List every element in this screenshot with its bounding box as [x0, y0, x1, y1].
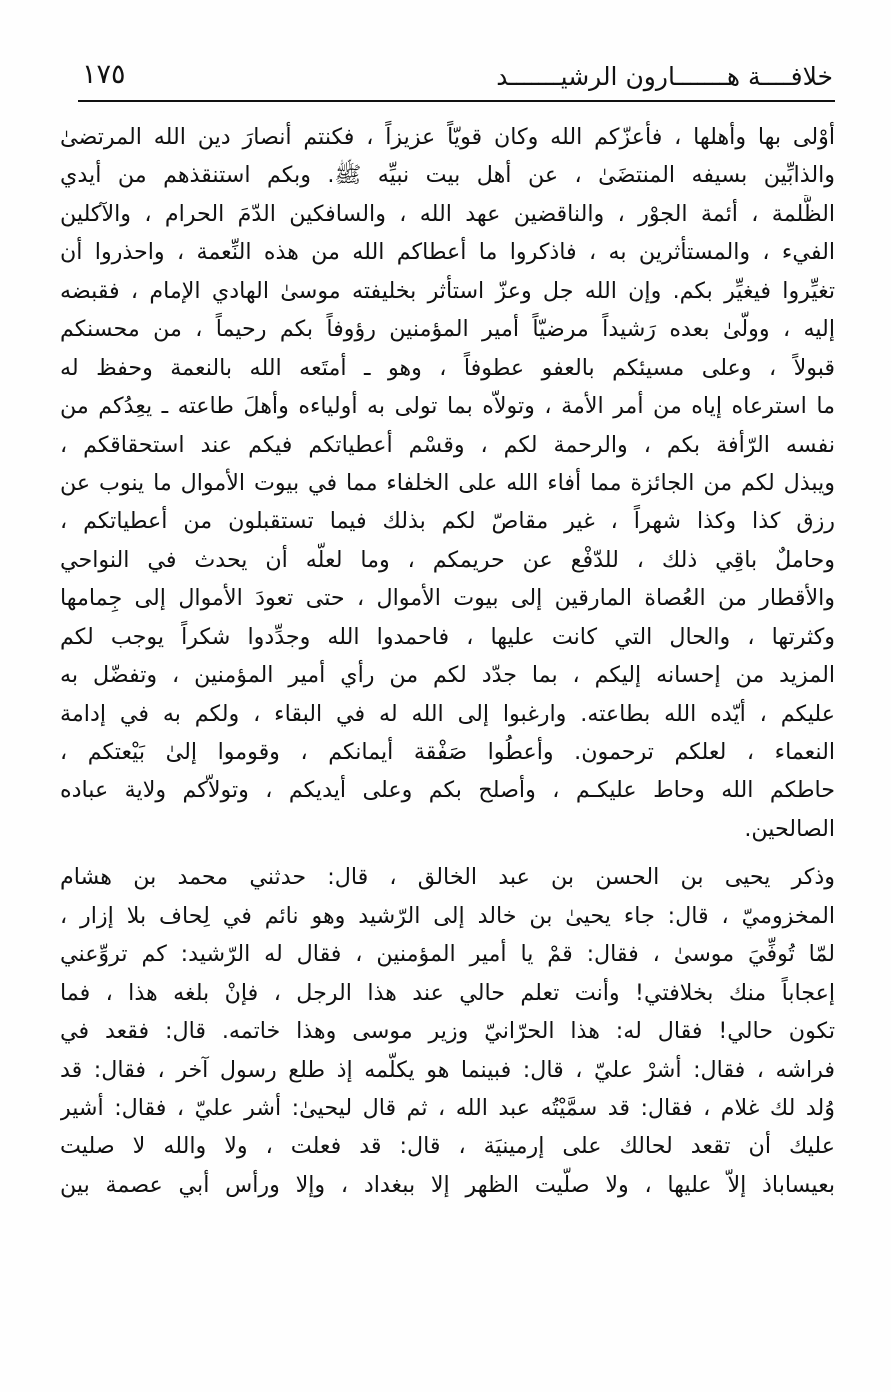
text-line: المخزوميّ ، قال: جاء يحيىٰ بن خالد إلى الرّشيد وهو نائم في لِحاف بلا إزار ،	[60, 902, 835, 929]
text-line: فراشه ، فقال: أشرْ عليّ ، قال: فبينما هو يكلّمه إذ طلع رسول آخر ، فقال: قد	[60, 1056, 835, 1083]
text-line: وذكر يحيى بن الحسن بن عبد الخالق ، قال: حدثني محمد بن هشام	[60, 864, 835, 891]
page-header	[82, 58, 833, 98]
text-line: وُلد لك غلام ، فقال: قد سمَّيْتُه عبد الله ، ثم قال ليحيىٰ: أشر عليّ ، فقال: أشير	[60, 1094, 835, 1121]
running-title: خلافــــة هـــــــارون الرشيـــــــد	[496, 62, 833, 91]
text-line: إليه ، وولّىٰ بعده رَشيداً مرضيّاً أمير المؤمنين رؤوفاً بكم رحيماً ، من محسنكم	[60, 316, 835, 343]
paragraph-2	[60, 858, 835, 1204]
text-line: تغيِّروا فيغيِّر بكم. وإن الله جل وعزّ استأثر بخليفته موسىٰ الهادي الإمام ، فقبضه	[60, 277, 835, 304]
header-rule	[78, 100, 835, 102]
text-line: والأقطار من العُصاة المارقين إلى بيوت الأموال ، حتى تعودَ الأموال إلى جِمامها	[60, 585, 835, 612]
text-line: الفيء ، والمستأثرين به ، فاذكروا ما أعطاكم الله من هذه النِّعمة ، واحذروا أن	[60, 239, 835, 266]
text-line: حاطكم الله وحاط عليكـم ، وأصلح بكم وعلى أيديكم ، وتولاّكم ولاية عباده	[60, 777, 835, 804]
text-line: بعيساباذ إلاّ عليها ، ولا صلّيت الظهر إلا ببغداد ، وإلا ورأس أبي عصمة بين	[60, 1171, 835, 1198]
paragraph-1	[60, 118, 835, 848]
text-line: قبولاً ، وعلى مسيئكم بالعفو عطوفاً ، وهو ـ أمتَعه الله بالنعمة وحفظ له	[60, 354, 835, 381]
text-line: الصالحين.	[744, 815, 835, 842]
text-line: ما استرعاه إياه من أمر الأمة ، وتولاّه بما تولى به أولياءه وأهلَ طاعته ـ يعِدُكم من	[60, 393, 835, 420]
text-line: وكثرتها ، والحال التي كانت عليها ، فاحمدوا الله وجدِّدوا شكراً يوجب لكم	[60, 623, 835, 650]
text-line: الظَّلمة ، أئمة الجوْر ، والناقضين عهد الله ، والسافكين الدّمَ الحرام ، والآكلين	[60, 200, 835, 227]
text-line: رزق كذا وكذا شهراً ، غير مقاصّ لكم بذلك فيما تستقبلون من أعطياتكم ،	[60, 508, 835, 535]
text-line: أوْلى بها وأهلها ، فأعزّكم الله وكان قويّاً عزيزاً ، فكنتم أنصارَ دين الله المرتضىٰ	[60, 124, 835, 150]
text-line: إعجاباً منك بخلافتي! وأنت تعلم حالي عند هذا الرجل ، فإنْ بلغه هذا ، فما	[60, 979, 835, 1006]
text-line: نفسه الرّأفة بكم ، والرحمة لكم ، وقسْم أعطياتكم فيكم عند استحقاقكم ،	[60, 431, 835, 458]
text-line: النعماء ، لعلكم ترحمون. وأعطُوا صَفْقة أيمانكم ، وقوموا إلىٰ بَيْعتكم ،	[60, 739, 835, 765]
text-line: المزيد من إحسانه إليكم ، بما جدّد لكم من رأي أمير المؤمنين ، وتفضّل به	[60, 662, 835, 689]
text-line: ويبذل لكم من الجائزة مما أفاء الله على الخلفاء مما في بيوت الأموال ما ينوب عن	[60, 469, 835, 496]
text-line: وحاملٌ باقِي ذلك ، للدّفْع عن حريمكم ، وما لعلّه أن يحدث في النواحي	[60, 546, 835, 573]
text-line: عليكم ، أيّده الله بطاعته. وارغبوا إلى الله له في البقاء ، ولكم به في إدامة	[60, 700, 835, 727]
text-line: لمّا تُوفِّيَ موسىٰ ، فقال: قمْ يا أمير المؤمنين ، فقال له الرّشيد: كم تروِّعني	[60, 941, 835, 968]
page-number: ١٧٥	[82, 59, 126, 90]
text-line: عليك أن تقعد لحالك على إرمينيَة ، قال: قد فعلت ، ولا والله لا صليت	[60, 1133, 835, 1160]
text-line: والذابِّين بسيفه المنتضَىٰ ، عن أهل بيت نبيِّه ﷺ. وبكم استنقذهم من أيدي	[60, 162, 835, 189]
body-text	[60, 118, 835, 1204]
text-line: تكون حالي! فقال له: هذا الحرّانيّ وزير موسى وهذا خاتمه. قال: فقعد في	[60, 1018, 835, 1045]
